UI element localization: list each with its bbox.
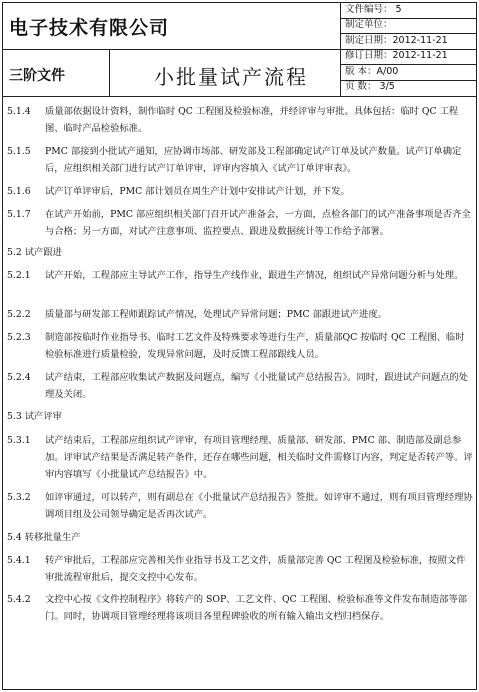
clause-number: 5.2.3 [7, 332, 31, 343]
clause-text: 质量部依据设计资料，制作临时 QC 工程图及检验标准，并经评审与审批。具体包括：临时 QC 工程图、临时产品检验标准。 [45, 106, 459, 134]
section-heading-text: 5.2 试产跟进 [7, 247, 62, 258]
clause-text: 文控中心按《文件控制程序》将转产的 SOP、工艺文件、QC 工程图、检验标准等文件发布制造部等部门。同时，协调项目管理经理将该项目各里程碑验收的所有输入输出文档归档保存。 [45, 594, 468, 622]
header-bottom-border [3, 96, 476, 97]
document-title: 小批量试产流程 [154, 65, 308, 89]
clause-number: 5.2.2 [7, 309, 31, 320]
clause-text: 质量部与研发部工程师跟踪试产情况，处理试产异常问题；PMC 部跟进试产进度。 [45, 309, 387, 320]
meta-version: 版 本：A/00 [345, 66, 399, 77]
meta-dept: 制定单位： [345, 19, 393, 30]
company-name: 电子技术有限公司 [9, 17, 170, 39]
clause-number: 5.3.1 [7, 435, 31, 446]
header-divider [3, 49, 340, 50]
clause-number: 5.1.6 [7, 186, 31, 197]
clause-number: 5.3.2 [7, 492, 31, 503]
document-page [2, 2, 477, 690]
clause-text: 试产订单评审后，PMC 部计划员在周生产计划中安排试产计划，并下发。 [45, 186, 350, 197]
clause-text: 在试产开始前，PMC 部应组织相关部门召开试产准备会，一方面，点检各部门的试产准备事项是否齐全与合格；另一方面，对试产注意事项、监控要点、跟进及数据统计等工作给予部署。 [45, 209, 471, 237]
meta-page-count: 页 数： 3/5 [345, 81, 395, 92]
clause-text: 试产结束，工程部应收集试产数据及问题点，编写《小批量试产总结报告》。同时，跟进试产问题点的处理及关闭。 [45, 372, 469, 400]
clause-number: 5.4.2 [7, 594, 31, 605]
meta-created-date: 制定日期：2012-11-21 [345, 35, 448, 46]
clause-text: PMC 部接到小批试产通知，应协调市场部、研发部及工程部确定试产订单及试产数量。试产订单确定后，应组织相关部门进行试产订单评审，评审内容填入《试产订单评审表》。 [45, 146, 462, 174]
clause-number: 5.2.4 [7, 372, 31, 383]
clause-text: 试产结束后，工程部应组织试产评审，有项目管理经理、质量部、研发部、PMC 部、制造部及副总参加。评审试产结果是否满足转产条件，还存在哪些问题，相关临时文件需修订内容，判定是否转产等。评审内容填写《小批量试产总结报告》中。 [45, 435, 473, 480]
clause-number: 5.1.5 [7, 146, 31, 157]
meta-doc-number: 文件编号： 5 [345, 4, 402, 15]
clause-text: 转产审批后，工程部应完善相关作业指导书及工艺文件，质量部完善 QC 工程图及检验标准，按照文件审批流程审批后，提交文控中心发布。 [45, 555, 466, 583]
clause-number: 5.4.1 [7, 555, 31, 566]
meta-revised-date: 修订日期：2012-11-21 [345, 50, 448, 61]
clause-text: 制造部按临时作业指导书、临时工艺文件及特殊要求等进行生产，质量部QC 按临时 QC 工程图、临时检验标准进行质量检验，发现异常问题，及时反馈工程部跟线人员。 [45, 332, 465, 360]
clause-text: 如评审通过，可以转产，则有副总在《小批量试产总结报告》签批。如评审不通过，则有项目管理经理协调项目组及公司领导确定是否再次试产。 [45, 492, 473, 520]
clause-number: 5.1.7 [7, 209, 31, 220]
document-tier: 三阶文件 [9, 68, 65, 84]
section-heading-text: 5.4 转移批量生产 [7, 532, 81, 543]
document-header [3, 3, 476, 96]
section-heading-text: 5.3 试产评审 [7, 411, 62, 422]
header-tier-divider [109, 49, 110, 96]
clause-text: 试产开始，工程部应主导试产工作，指导生产线作业，跟进生产情况，组织试产异常问题分析与处理。 [45, 270, 464, 281]
clause-number: 5.2.1 [7, 270, 31, 281]
clause-number: 5.1.4 [7, 106, 31, 117]
